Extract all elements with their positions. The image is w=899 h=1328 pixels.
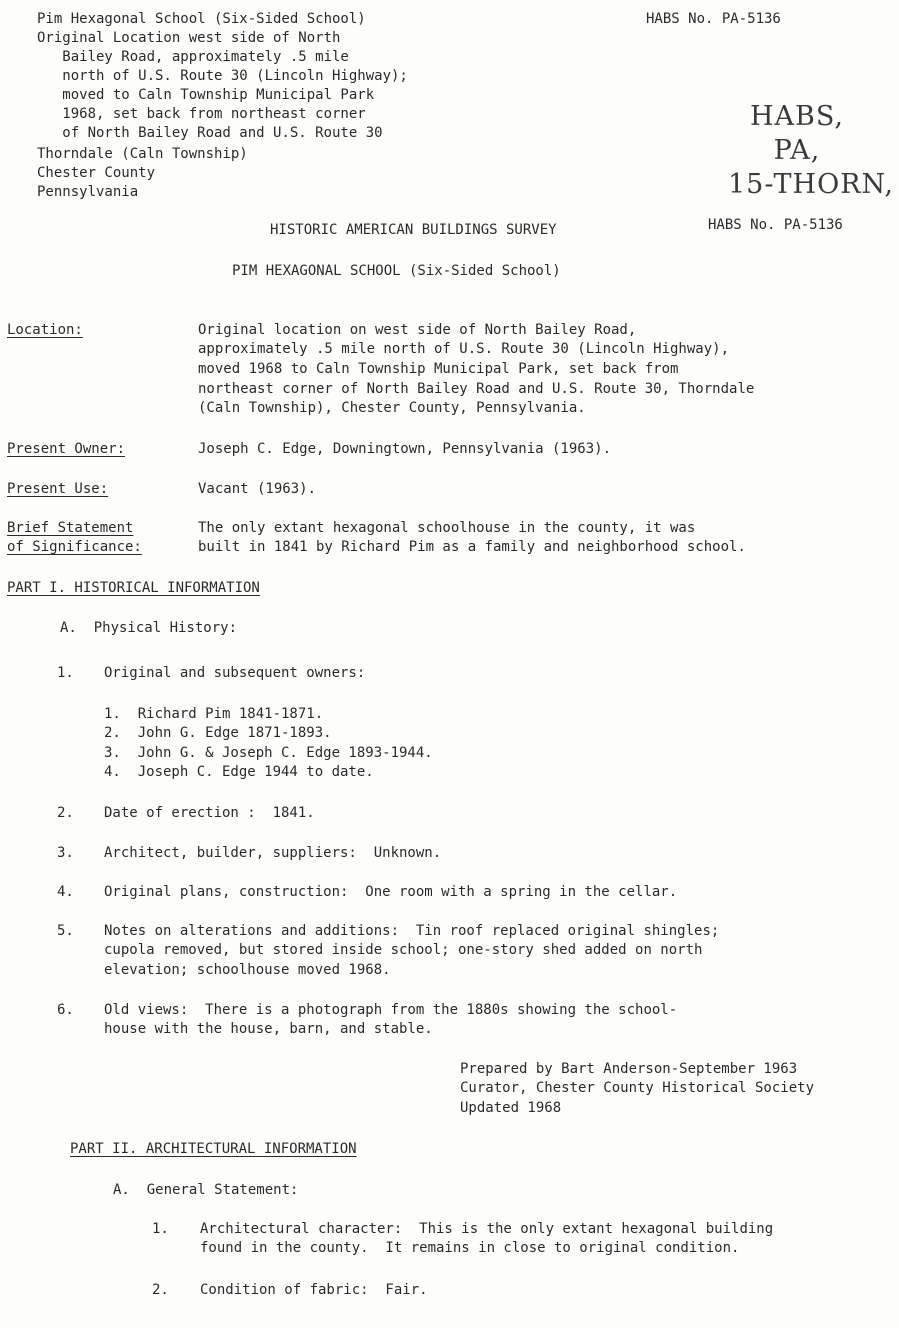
item-text: elevation; schoolhouse moved 1968. [104, 962, 391, 978]
item-number: 2. [152, 1282, 169, 1298]
present-use-label: Present Use: [7, 481, 109, 497]
owner-entry: 3. John G. & Joseph C. Edge 1893-1944. [104, 745, 433, 761]
item-number: 6. [57, 1002, 74, 1018]
general-statement-heading: A. General Statement: [113, 1182, 299, 1198]
owner-entry: 2. John G. Edge 1871-1893. [104, 725, 332, 741]
item-number: 3. [57, 845, 74, 861]
location-line: moved 1968 to Caln Township Municipal Park, set back from [198, 361, 679, 377]
present-owner-value: Joseph C. Edge, Downingtown, Pennsylvania (1963). [198, 441, 612, 457]
present-use-value: Vacant (1963). [198, 481, 317, 497]
address-line: Pim Hexagonal School (Six-Sided School) [37, 11, 366, 27]
item-text: Date of erection : 1841. [104, 805, 315, 821]
location-line: northeast corner of North Bailey Road and U.S. Route 30, Thorndale [198, 381, 755, 397]
address-line: Pennsylvania [37, 184, 139, 200]
item-text: Architectural character: This is the only extant hexagonal building [200, 1221, 774, 1237]
owner-entry: 4. Joseph C. Edge 1944 to date. [104, 764, 374, 780]
item-text: Condition of fabric: Fair. [200, 1282, 428, 1298]
address-line: north of U.S. Route 30 (Lincoln Highway); [37, 68, 408, 84]
building-title: PIM HEXAGONAL SCHOOL (Six-Sided School) [232, 263, 561, 279]
part-one-heading: PART I. HISTORICAL INFORMATION [7, 580, 260, 596]
item-text: Notes on alterations and additions: Tin roof replaced original shingles; [104, 923, 720, 939]
habs-number-top: HABS No. PA-5136 [646, 11, 781, 27]
prepared-line: Prepared by Bart Anderson-September 1963 [460, 1061, 798, 1077]
survey-title: HISTORIC AMERICAN BUILDINGS SURVEY [270, 222, 557, 238]
significance-label: Brief Statement [7, 520, 134, 536]
present-owner-label: Present Owner: [7, 441, 126, 457]
address-line: of North Bailey Road and U.S. Route 30 [37, 125, 383, 141]
address-line: Bailey Road, approximately .5 mile [37, 49, 349, 65]
location-line: (Caln Township), Chester County, Pennsylvania. [198, 400, 586, 416]
stamp-line: PA, [773, 135, 821, 166]
location-line: Original location on west side of North Bailey Road, [198, 322, 637, 338]
item-text: Architect, builder, suppliers: Unknown. [104, 845, 442, 861]
item-text: Original and subsequent owners: [104, 665, 366, 681]
part-two-heading: PART II. ARCHITECTURAL INFORMATION [70, 1141, 357, 1157]
item-text: house with the house, barn, and stable. [104, 1021, 433, 1037]
item-number: 5. [57, 923, 74, 939]
item-number: 1. [57, 665, 74, 681]
item-number: 2. [57, 805, 74, 821]
prepared-line: Curator, Chester County Historical Society [460, 1080, 815, 1096]
stamp-line: 15-THORN, [728, 169, 895, 200]
habs-number-right: HABS No. PA-5136 [708, 217, 843, 233]
physical-history-heading: A. Physical History: [60, 620, 238, 636]
location-line: approximately .5 mile north of U.S. Route 30 (Lincoln Highway), [198, 341, 730, 357]
owner-entry: 1. Richard Pim 1841-1871. [104, 706, 324, 722]
address-line: 1968, set back from northeast corner [37, 106, 366, 122]
item-number: 1. [152, 1221, 169, 1237]
stamp-line: HABS, [749, 101, 844, 132]
item-number: 4. [57, 884, 74, 900]
item-text: cupola removed, but stored inside school; one-story shed added on north [104, 942, 703, 958]
address-line: Original Location west side of North [37, 30, 341, 46]
item-text: found in the county. It remains in close to original condition. [200, 1240, 740, 1256]
address-line: Chester County [37, 165, 156, 181]
significance-line: built in 1841 by Richard Pim as a family and neighborhood school. [198, 539, 746, 555]
item-text: Original plans, construction: One room with a spring in the cellar. [104, 884, 678, 900]
significance-label: of Significance: [7, 539, 142, 555]
prepared-line: Updated 1968 [460, 1100, 562, 1116]
address-line: moved to Caln Township Municipal Park [37, 87, 375, 103]
significance-line: The only extant hexagonal schoolhouse in the county, it was [198, 520, 696, 536]
address-line: Thorndale (Caln Township) [37, 146, 248, 162]
item-text: Old views: There is a photograph from the 1880s showing the school- [104, 1002, 678, 1018]
location-label: Location: [7, 322, 83, 338]
